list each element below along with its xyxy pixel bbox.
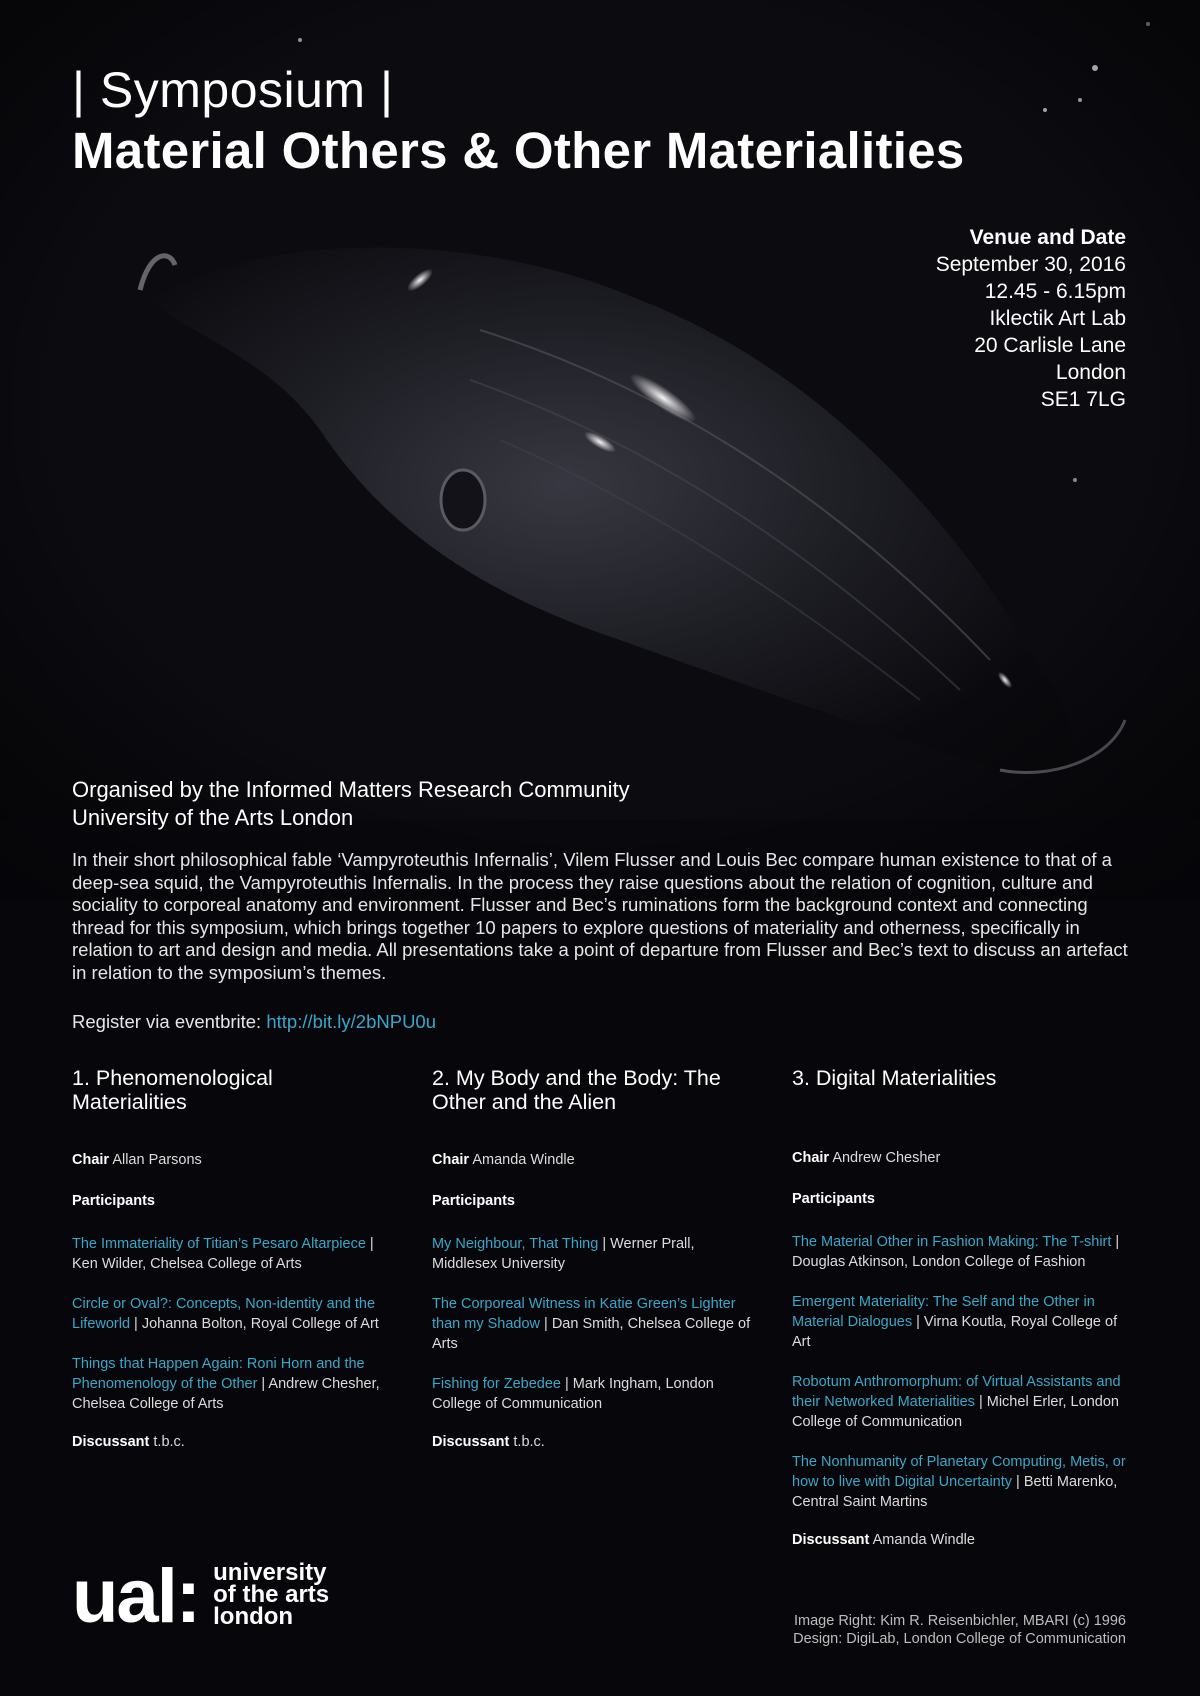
participant-item (72, 1234, 392, 1274)
participant-item (72, 1294, 392, 1334)
register-link[interactable]: http://bit.ly/2bNPU0u (266, 1011, 437, 1032)
paper-author: | Dan Smith, Chelsea College of Arts (432, 1316, 751, 1352)
session-discussant (72, 1434, 392, 1450)
participant-list (792, 1232, 1132, 1548)
venue-postcode: SE1 7LG (1040, 388, 1126, 411)
participants-heading: Participants (72, 1193, 155, 1209)
paper-author: | Andrew Chesher, Chelsea College of Arts (72, 1376, 380, 1412)
image-credit: Image Right: Kim R. Reisenbichler, MBARI (c) 1996 (793, 1613, 1126, 1629)
register-line (72, 1011, 436, 1033)
venue-heading: Venue and Date (969, 226, 1126, 249)
venue-block (936, 224, 1126, 413)
discussant-label: Discussant (72, 1434, 150, 1450)
venue-date: September 30, 2016 (935, 253, 1126, 276)
participant-item (432, 1374, 752, 1414)
paper-title: Emergent Materiality: The Self and the Other in Material Dialogues (792, 1294, 1095, 1330)
event-type: | Symposium | (72, 62, 394, 118)
paper-author: | Virna Koutla, Royal College of Art (792, 1314, 1118, 1350)
paper-title: The Nonhumanity of Planetary Computing, Metis, or how to live with Digital Uncertainty (792, 1454, 1126, 1490)
paper-author: | Johanna Bolton, Royal College of Art (130, 1316, 379, 1332)
session-chair (72, 1152, 202, 1168)
participant-item (72, 1354, 392, 1414)
discussant-name: Amanda Windle (872, 1532, 975, 1548)
venue-name: Iklectik Art Lab (989, 307, 1126, 330)
participant-list (432, 1234, 752, 1450)
logo-mark: ual: (72, 1554, 200, 1640)
ual-logo (72, 1554, 330, 1640)
organiser-line: Organised by the Informed Matters Research Community (72, 777, 630, 802)
design-credit: Design: DigiLab, London College of Communication (793, 1631, 1126, 1647)
participants-heading: Participants (432, 1193, 515, 1209)
session-column-3 (792, 1066, 1132, 1548)
chair-name: Andrew Chesher (832, 1150, 941, 1166)
participant-item (792, 1292, 1132, 1352)
organiser-block (72, 776, 630, 832)
credits (793, 1612, 1126, 1648)
paper-title: The Corporeal Witness in Katie Green’s Lighter than my Shadow (432, 1296, 736, 1332)
paper-title: My Neighbour, That Thing (432, 1236, 599, 1252)
venue-time: 12.45 - 6.15pm (984, 280, 1126, 303)
organiser-institution: University of the Arts London (72, 805, 354, 830)
participant-item (432, 1234, 752, 1274)
chair-name: Amanda Windle (472, 1152, 575, 1168)
logo-line: of the arts (213, 1581, 330, 1608)
paper-title: Robotum Anthromorphum: of Virtual Assistants and their Networked Materialities (792, 1374, 1121, 1410)
participant-list (72, 1234, 392, 1450)
session-chair (432, 1152, 575, 1168)
paper-author: | Douglas Atkinson, London College of Fashion (792, 1234, 1120, 1270)
discussant-name: t.b.c. (153, 1434, 185, 1450)
session-title: 1. Phenomenological Materialities (72, 1066, 273, 1114)
paper-title: Things that Happen Again: Roni Horn and the Phenomenology of the Other (72, 1356, 365, 1392)
venue-street: 20 Carlisle Lane (974, 334, 1126, 357)
chair-label: Chair (72, 1152, 110, 1168)
participant-item (792, 1452, 1132, 1512)
paper-author: | Michel Erler, London College of Communication (792, 1394, 1119, 1430)
session-title: 2. My Body and the Body: The Other and the Alien (432, 1066, 721, 1114)
participant-item (792, 1232, 1132, 1272)
paper-author: | Ken Wilder, Chelsea College of Arts (72, 1236, 374, 1272)
paper-title: The Immateriality of Titian’s Pesaro Altarpiece (72, 1236, 366, 1252)
discussant-label: Discussant (432, 1434, 510, 1450)
paper-author: | Betti Marenko, Central Saint Martins (792, 1474, 1118, 1510)
participants-heading: Participants (792, 1191, 875, 1207)
session-discussant (432, 1434, 752, 1450)
venue-city: London (1055, 361, 1126, 384)
session-column-2 (432, 1066, 752, 1450)
session-title: 3. Digital Materialities (792, 1066, 997, 1090)
event-title: Material Others & Other Materialities (72, 121, 965, 179)
poster-header (72, 62, 1152, 180)
session-chair (792, 1150, 940, 1166)
logo-line: university (213, 1559, 327, 1586)
register-label: Register via eventbrite: (72, 1011, 267, 1032)
paper-author: | Mark Ingham, London College of Communication (432, 1376, 714, 1412)
logo-line: london (213, 1603, 294, 1630)
paper-author: | Werner Prall, Middlesex University (432, 1236, 695, 1272)
chair-name: Allan Parsons (112, 1152, 202, 1168)
paper-title: Circle or Oval?: Concepts, Non-identity and the Lifeworld (72, 1296, 376, 1332)
discussant-name: t.b.c. (513, 1434, 545, 1450)
session-discussant (792, 1532, 1132, 1548)
intro-text: In their short philosophical fable ‘Vampyroteuthis Infernalis’, Vilem Flusser and Louis Bec compare human existence to that of a deep-sea squid, the Vampyroteuthis Infernalis. In the process they raise questions about the relation of cognition, culture and sociality to corporeal anatomy and environment. Flusser and Bec’s ruminations form the background context and connecting thread for this symposium, which brings together 10 papers to explore questions of materiality and otherness, specifically in relation to art and design and media. All presentations take a point of departure from Flusser and Bec’s text to discuss an artefact in relation to the symposium’s themes. (72, 849, 1128, 983)
participant-item (432, 1294, 752, 1354)
participant-item (792, 1372, 1132, 1432)
logo-wordmark (213, 1559, 330, 1630)
session-column-1 (72, 1066, 392, 1450)
chair-label: Chair (792, 1150, 830, 1166)
chair-label: Chair (432, 1152, 470, 1168)
discussant-label: Discussant (792, 1532, 870, 1548)
paper-title: Fishing for Zebedee (432, 1376, 561, 1392)
paper-title: The Material Other in Fashion Making: The T-shirt (792, 1234, 1112, 1250)
